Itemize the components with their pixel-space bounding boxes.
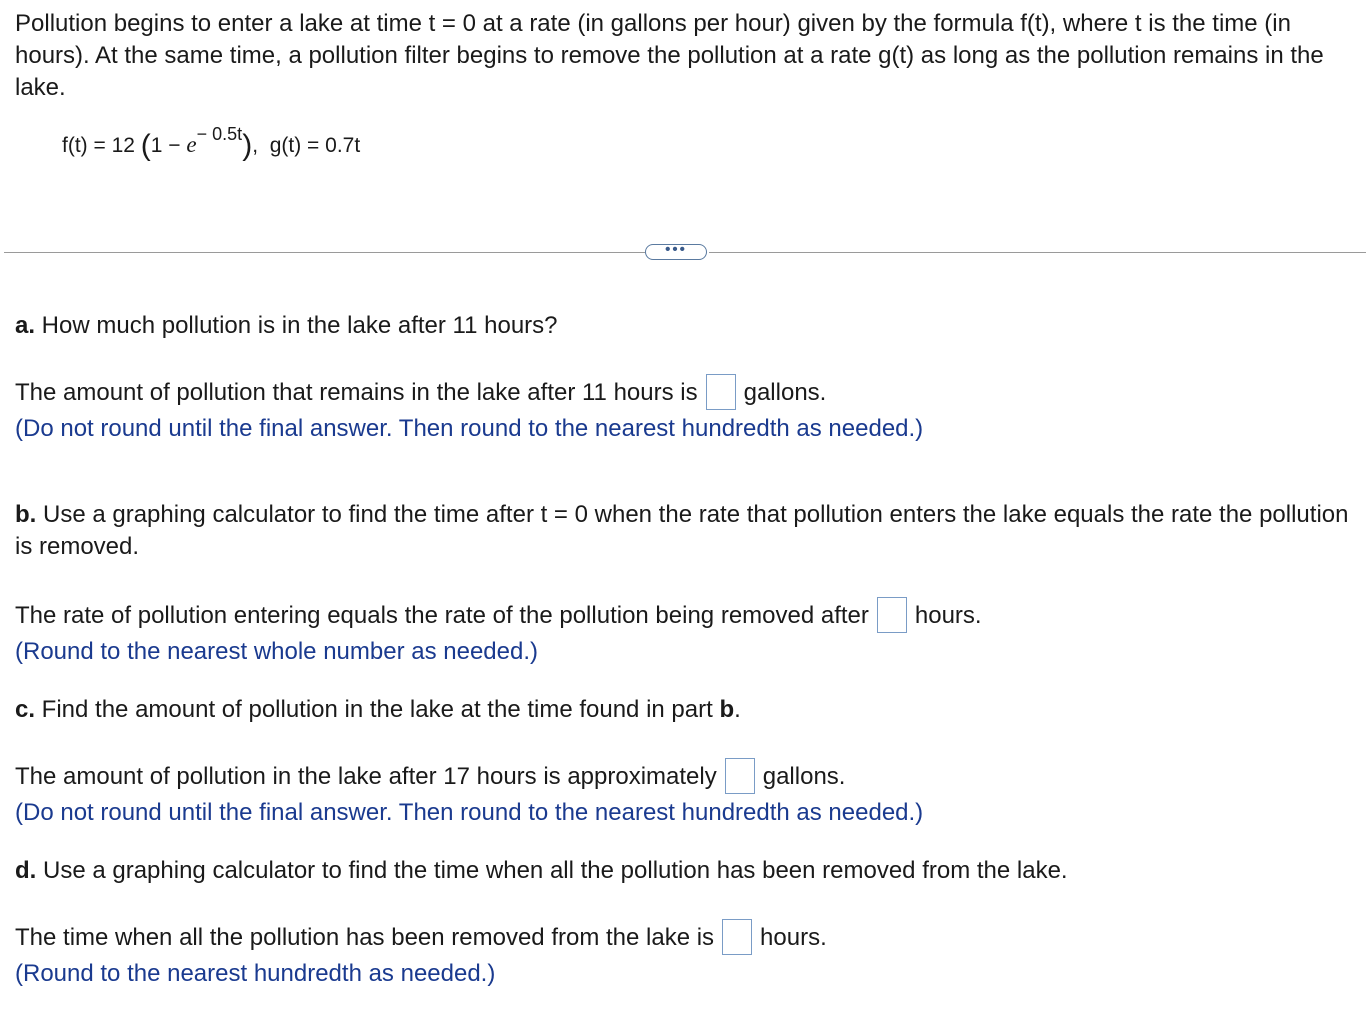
part-a-answer-suffix: gallons. xyxy=(743,379,827,406)
part-c-answer-prefix: The amount of pollution in the lake after 17 hours is approximately xyxy=(15,763,717,790)
g-formula: g(t) = 0.7t xyxy=(269,134,361,157)
part-d-question-text: Use a graphing calculator to find the time when all the pollution has been removed from the lake. xyxy=(36,857,1068,884)
formula xyxy=(62,124,361,163)
part-d-question xyxy=(15,855,1068,887)
part-a-question-text: How much pollution is in the lake after 11 hours? xyxy=(35,312,558,339)
part-c-letter: c. xyxy=(15,696,36,723)
part-a-answer-input[interactable] xyxy=(706,374,736,410)
part-c-answer-input[interactable] xyxy=(725,758,755,794)
part-d-answer-prefix: The time when all the pollution has been removed from the lake is xyxy=(15,924,715,951)
part-d-letter: d. xyxy=(15,857,37,884)
part-b-answer-prefix: The rate of pollution entering equals the rate of the pollution being removed after xyxy=(15,602,869,629)
close-paren: ) xyxy=(242,129,253,162)
part-b-answer-suffix: hours. xyxy=(914,602,982,629)
part-b-question-text: Use a graphing calculator to find the time after t = 0 when the rate that pollution enters the lake equals the rate the pollution is removed. xyxy=(15,501,1349,560)
open-paren: ( xyxy=(140,129,151,162)
part-b-answer-row xyxy=(15,597,982,633)
more-button[interactable]: ••• xyxy=(645,244,707,260)
part-d-answer-input[interactable] xyxy=(722,919,752,955)
part-a-question xyxy=(15,310,558,342)
part-c-answer-suffix: gallons. xyxy=(762,763,846,790)
divider-left xyxy=(4,252,645,253)
part-a-answer-prefix: The amount of pollution that remains in the lake after 11 hours is xyxy=(15,379,698,406)
part-c-hint: (Do not round until the final answer. Then round to the nearest hundredth as needed.) xyxy=(15,799,924,826)
euler-e: e xyxy=(186,132,197,157)
part-b-hint: (Round to the nearest whole number as needed.) xyxy=(15,638,538,665)
part-c-question-end: . xyxy=(734,696,741,723)
part-b-question xyxy=(15,499,1360,563)
f-prefix: f(t) = 12 xyxy=(62,134,135,157)
part-b-answer-input[interactable] xyxy=(877,597,907,633)
part-a-letter: a. xyxy=(15,312,36,339)
part-c-question-text: Find the amount of pollution in the lake at the time found in part xyxy=(35,696,720,723)
exponent: − 0.5t xyxy=(196,124,243,144)
problem-statement: Pollution begins to enter a lake at time t = 0 at a rate (in gallons per hour) given by the formula f(t), where t is the time (in hours). At the same time, a pollution filter begins to remove the pollution at a rate g(t) as long as the pollution remains in the lake. xyxy=(15,10,1324,101)
part-a-answer-row xyxy=(15,374,826,410)
part-c-answer-row xyxy=(15,758,845,794)
part-c-question-bold: b xyxy=(719,696,735,723)
part-d-answer-row xyxy=(15,919,827,955)
part-d-answer-suffix: hours. xyxy=(760,924,827,951)
one-minus: 1 − xyxy=(150,134,187,157)
divider-right xyxy=(709,252,1366,253)
part-d-hint: (Round to the nearest hundredth as needed.) xyxy=(15,960,496,987)
part-c-question xyxy=(15,694,741,726)
part-a-hint: (Do not round until the final answer. Then round to the nearest hundredth as needed.) xyxy=(15,415,924,442)
part-b-letter: b. xyxy=(15,501,37,528)
formula-separator: , xyxy=(252,134,259,157)
